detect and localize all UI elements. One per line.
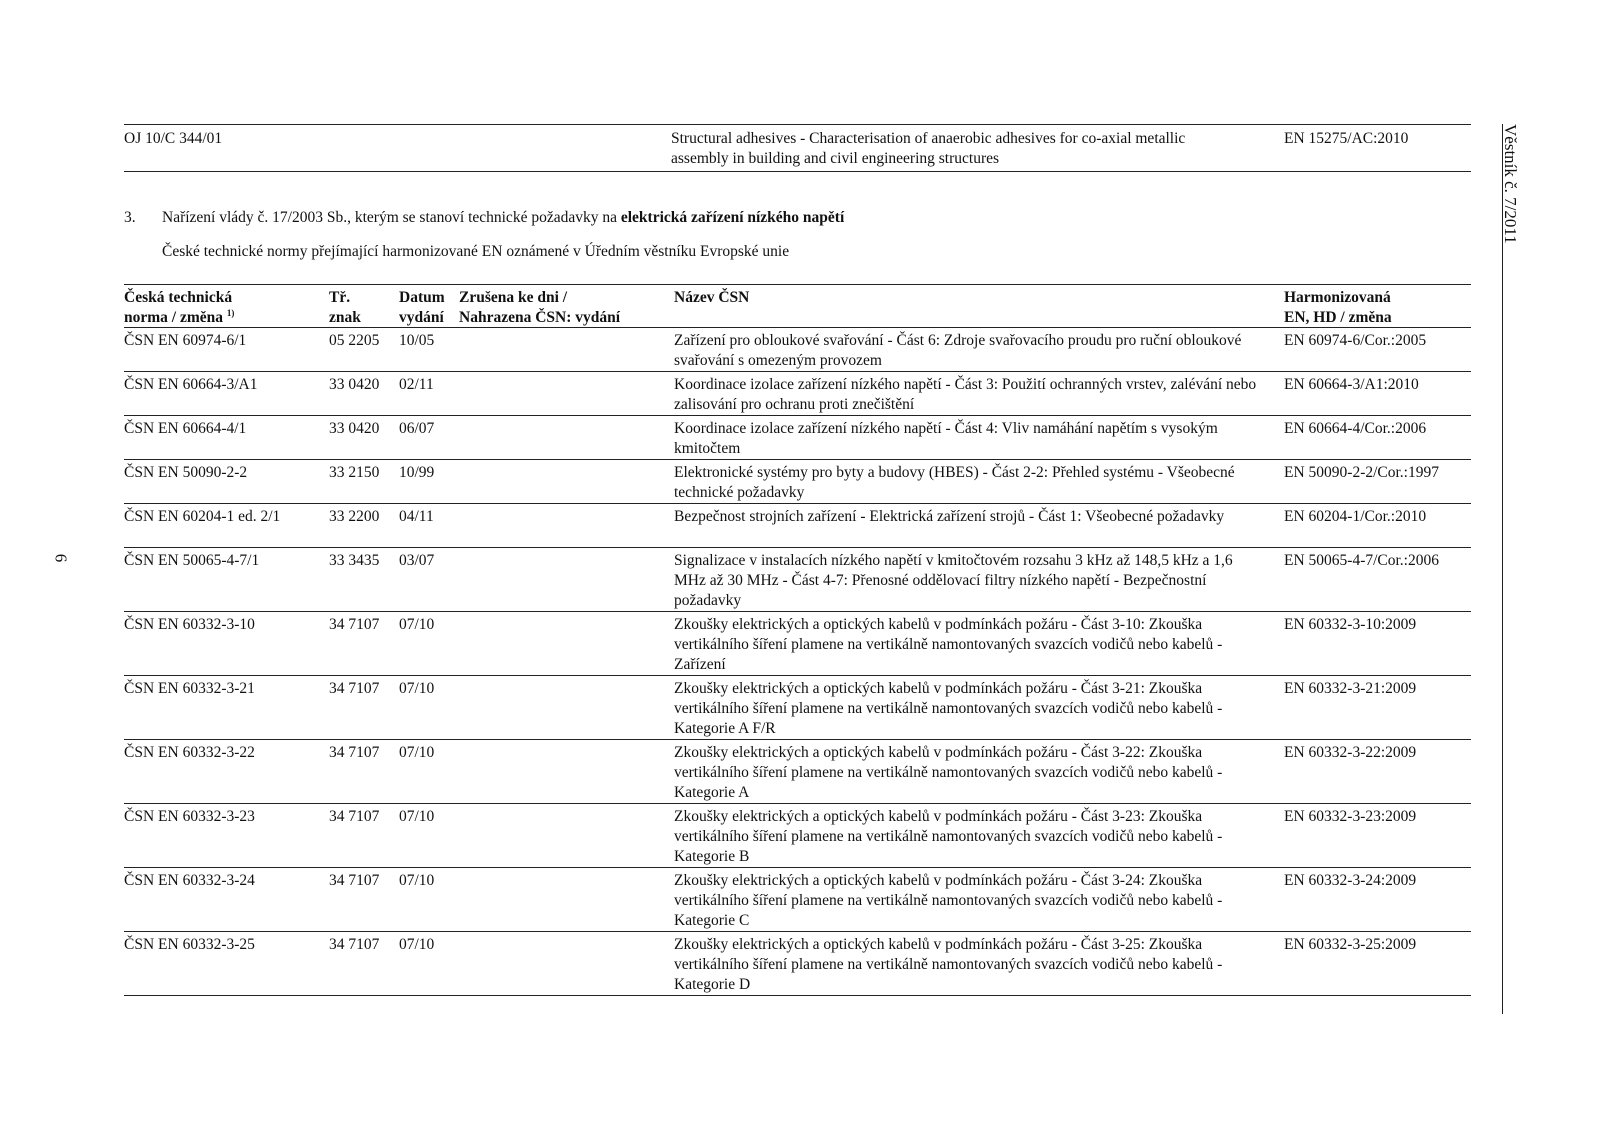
header-en-line2: EN, HD / změna [1284, 309, 1392, 326]
cell-datum: 02/11 [399, 376, 434, 393]
cell-nazev: Zkoušky elektrických a optických kabelů v podmínkách požáru - Část 3-21: Zkouška vertikálního šíření plamene na vertikálně namontovaných svazcích vodičů nebo kabelů - Kategorie A F/R [674, 680, 1223, 737]
table-row [124, 372, 1471, 416]
cell-norma: ČSN EN 50065-4-7/1 [124, 552, 260, 569]
header-znak-line1: Tř. [329, 289, 351, 306]
page-number: 6 [51, 553, 71, 563]
cell-znak: 34 7107 [329, 872, 380, 889]
header-zrusena-line2: Nahrazena ČSN: vydání [459, 309, 621, 326]
cell-nazev: Koordinace izolace zařízení nízkého napětí - Část 3: Použití ochranných vrstev, zalévání nebo zalisování pro ochranu proti znečištění [674, 376, 1257, 413]
header-znak [329, 288, 399, 328]
cell-datum: 07/10 [399, 872, 435, 889]
cell-znak: 34 7107 [329, 680, 380, 697]
cell-norma: ČSN EN 60332-3-21 [124, 680, 255, 697]
table-header [124, 285, 1471, 328]
section-number: 3. [124, 209, 136, 226]
cell-nazev: Zkoušky elektrických a optických kabelů v podmínkách požáru - Část 3-10: Zkouška vertikálního šíření plamene na vertikálně namontovaných svazcích vodičů nebo kabelů - Zařízení [674, 616, 1223, 673]
cell-norma: ČSN EN 60332-3-10 [124, 616, 255, 633]
table-row [124, 504, 1471, 548]
table-row [124, 804, 1471, 868]
standards-table [124, 284, 1471, 996]
header-datum-line2: vydání [399, 309, 444, 326]
header-zrusena-line1: Zrušena ke dni / [459, 289, 568, 306]
standard-title: Structural adhesives - Characterisation of anaerobic adhesives for co-axial metallic assembly in building and civil engineering structures [671, 130, 1186, 167]
previous-table-row [124, 124, 1471, 172]
header-datum-line1: Datum [399, 289, 445, 306]
header-znak-line2: znak [329, 309, 361, 326]
section-text-prefix: Nařízení vlády č. 17/2003 Sb., kterým se stanoví technické požadavky na [162, 209, 621, 226]
cell-nazev: Zařízení pro obloukové svařování - Část 6: Zdroje svařovacího proudu pro ruční obloukové svařování s omezeným provozem [674, 332, 1242, 369]
cell-en: EN 60332-3-23:2009 [1284, 808, 1417, 825]
header-norma-line2: norma / změna [124, 309, 224, 326]
cell-znak: 05 2205 [329, 332, 380, 349]
cell-norma: ČSN EN 60332-3-22 [124, 744, 255, 761]
cell-datum: 03/07 [399, 552, 435, 569]
cell-znak: 33 2150 [329, 464, 380, 481]
cell-norma: ČSN EN 60332-3-25 [124, 936, 255, 953]
cell-en: EN 60332-3-21:2009 [1284, 680, 1417, 697]
cell-znak: 34 7107 [329, 744, 380, 761]
section-subtitle: České technické normy přejímající harmonizované EN oznámené v Úředním věstníku Evropské unie [162, 243, 790, 260]
cell-en: EN 50090-2-2/Cor.:1997 [1284, 464, 1439, 481]
cell-znak: 33 3435 [329, 552, 380, 569]
cell-en: EN 60204-1/Cor.:2010 [1284, 508, 1427, 525]
cell-datum: 10/05 [399, 332, 435, 349]
header-en-line1: Harmonizovaná [1284, 289, 1391, 306]
cell-norma: ČSN EN 50090-2-2 [124, 464, 248, 481]
cell-datum: 07/10 [399, 744, 435, 761]
cell-datum: 07/10 [399, 680, 435, 697]
harmonized-standard: EN 15275/AC:2010 [1284, 130, 1409, 147]
cell-norma: ČSN EN 60332-3-23 [124, 808, 255, 825]
table-row [124, 548, 1471, 612]
cell-datum: 07/10 [399, 808, 435, 825]
cell-en: EN 60664-3/A1:2010 [1284, 376, 1419, 393]
table-row [124, 460, 1471, 504]
journal-label [1490, 124, 1530, 264]
cell-nazev: Bezpečnost strojních zařízení - Elektrická zařízení strojů - Část 1: Všeobecné požadavky [674, 508, 1225, 525]
cell-znak: 34 7107 [329, 808, 380, 825]
cell-nazev: Signalizace v instalacích nízkého napětí v kmitočtovém rozsahu 3 kHz až 148,5 kHz a 1,6 MHz až 30 MHz - Část 4-7: Přenosné oddělovací filtry nízkého napětí - Bezpečnostní požadavky [674, 552, 1233, 609]
footnote-marker: 1) [226, 307, 235, 318]
table-row [124, 328, 1471, 372]
table-row [124, 612, 1471, 676]
cell-norma: ČSN EN 60664-3/A1 [124, 376, 258, 393]
oj-reference: OJ 10/C 344/01 [124, 130, 223, 147]
cell-en: EN 60332-3-25:2009 [1284, 936, 1417, 953]
cell-nazev: Koordinace izolace zařízení nízkého napětí - Část 4: Vliv namáhání napětím s vysokým kmitočtem [674, 420, 1218, 457]
cell-en: EN 60332-3-10:2009 [1284, 616, 1417, 633]
cell-norma: ČSN EN 60974-6/1 [124, 332, 247, 349]
cell-en: EN 50065-4-7/Cor.:2006 [1284, 552, 1439, 569]
cell-znak: 34 7107 [329, 616, 380, 633]
cell-znak: 33 0420 [329, 376, 380, 393]
cell-nazev: Zkoušky elektrických a optických kabelů v podmínkách požáru - Část 3-24: Zkouška vertikálního šíření plamene na vertikálně namontovaných svazcích vodičů nebo kabelů - Kategorie C [674, 872, 1223, 929]
cell-en: EN 60974-6/Cor.:2005 [1284, 332, 1427, 349]
cell-norma: ČSN EN 60204-1 ed. 2/1 [124, 508, 281, 525]
table-row [124, 868, 1471, 932]
cell-datum: 10/99 [399, 464, 435, 481]
cell-datum: 07/10 [399, 936, 435, 953]
cell-nazev: Zkoušky elektrických a optických kabelů v podmínkách požáru - Část 3-22: Zkouška vertikálního šíření plamene na vertikálně namontovaných svazcích vodičů nebo kabelů - Kategorie A [674, 744, 1223, 801]
table-row [124, 416, 1471, 460]
header-datum [399, 288, 459, 328]
header-en [1284, 288, 1474, 328]
section-text-bold: elektrická zařízení nízkého napětí [620, 209, 845, 226]
section-text [162, 208, 844, 228]
cell-znak: 34 7107 [329, 936, 380, 953]
header-nazev: Název ČSN [674, 289, 750, 306]
table-row [124, 676, 1471, 740]
cell-datum: 07/10 [399, 616, 435, 633]
cell-en: EN 60664-4/Cor.:2006 [1284, 420, 1427, 437]
cell-datum: 06/07 [399, 420, 435, 437]
header-norma-line1: Česká technická [124, 289, 233, 306]
cell-znak: 33 2200 [329, 508, 380, 525]
cell-en: EN 60332-3-22:2009 [1284, 744, 1417, 761]
cell-en: EN 60332-3-24:2009 [1284, 872, 1417, 889]
cell-norma: ČSN EN 60664-4/1 [124, 420, 247, 437]
header-zrusena [459, 288, 659, 328]
cell-znak: 33 0420 [329, 420, 380, 437]
cell-nazev: Elektronické systémy pro byty a budovy (HBES) - Část 2-2: Přehled systému - Všeobecné technické požadavky [674, 464, 1235, 501]
cell-nazev: Zkoušky elektrických a optických kabelů v podmínkách požáru - Část 3-23: Zkouška vertikálního šíření plamene na vertikálně namontovaných svazcích vodičů nebo kabelů - Kategorie B [674, 808, 1223, 865]
table-row [124, 932, 1471, 996]
journal-label-text: Věstník č. 7/2011 [1501, 124, 1520, 244]
table-row [124, 740, 1471, 804]
header-norma [124, 288, 319, 328]
cell-nazev: Zkoušky elektrických a optických kabelů v podmínkách požáru - Část 3-25: Zkouška vertikálního šíření plamene na vertikálně namontovaných svazcích vodičů nebo kabelů - Kategorie D [674, 936, 1223, 993]
cell-norma: ČSN EN 60332-3-24 [124, 872, 255, 889]
cell-datum: 04/11 [399, 508, 434, 525]
